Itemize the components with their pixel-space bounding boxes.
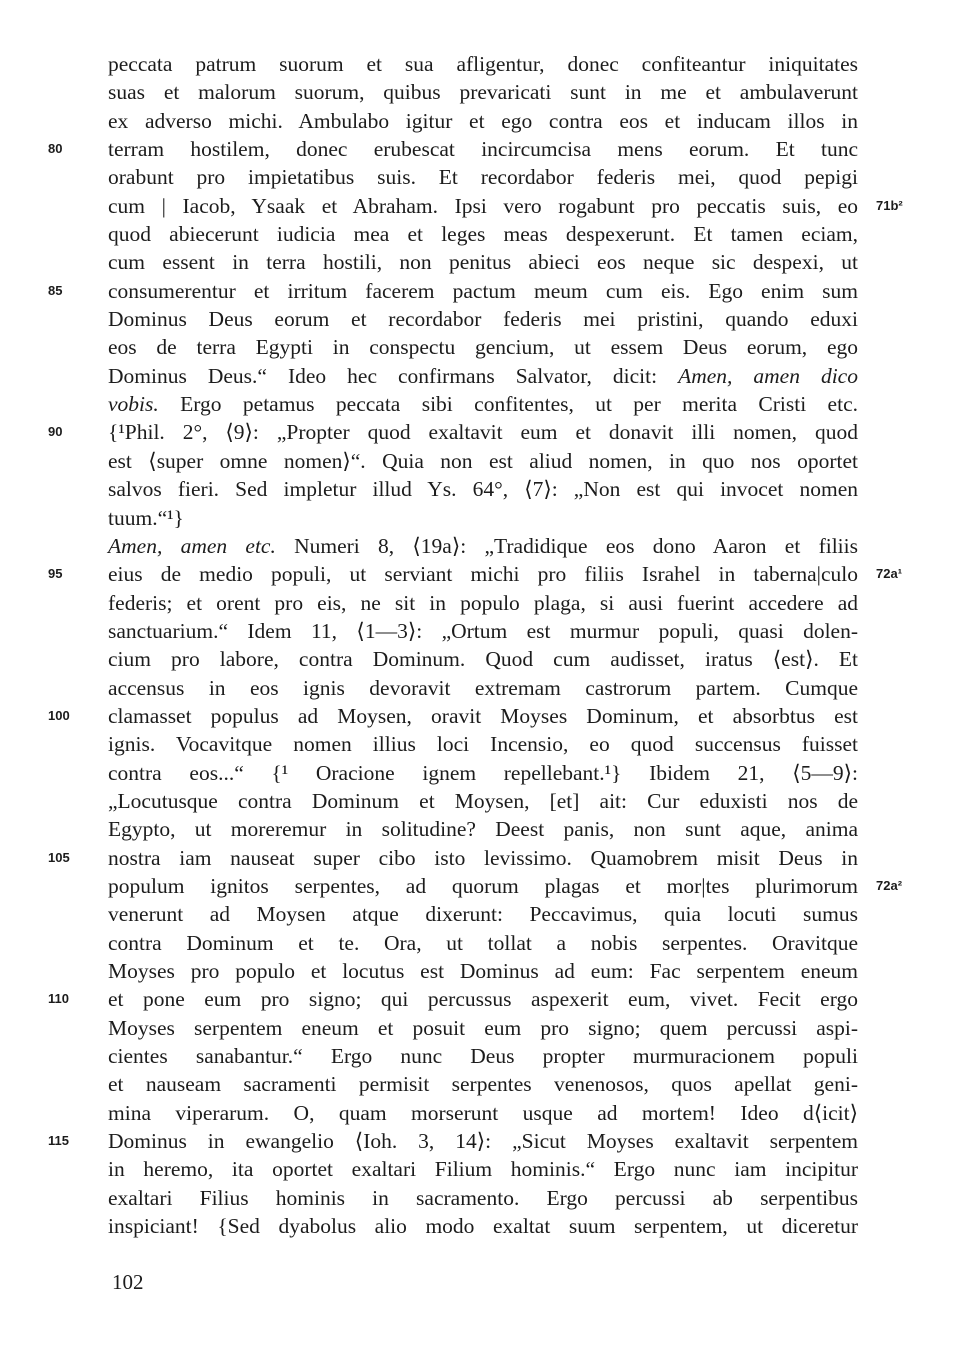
line-text: Egypto, ut moreremur in solitudine? Deest panis, non sunt aque, anima	[108, 817, 858, 842]
line-text: contra Dominum et te. Ora, ut tollat a nobis serpentes. Oravitque	[108, 930, 858, 955]
line-text: in heremo, ita oportet exaltari Filium hominis.“ Ergo nunc iam incipitur	[108, 1157, 858, 1182]
line-text: vobis. Ergo petamus peccata sibi confitentes, ut per merita Cristi etc.	[108, 392, 858, 417]
text-line	[108, 929, 858, 957]
line-text: venerunt ad Moysen atque dixerunt: Peccavimus, quia locuti sumus	[108, 902, 858, 927]
line-text: eos de terra Egypti in conspectu gencium, ut essem Deus eorum, ego	[108, 335, 858, 360]
text-line	[48, 277, 858, 305]
folio-reference: 71b²	[876, 197, 903, 213]
line-text: Moyses pro populo et locutus est Dominus ad eum: Fac serpentem eneum	[108, 959, 858, 983]
text-line	[108, 532, 858, 560]
text-line	[108, 447, 858, 475]
line-text: clamasset populus ad Moysen, oravit Moyses Dominum, et absorbtus est	[108, 703, 858, 728]
line-text: ignis. Vocavitque nomen illius loci Incensio, eo quod succensus fuisset	[108, 732, 858, 757]
text-line	[108, 475, 858, 503]
text-line	[108, 78, 858, 106]
line-text: populum ignitos serpentes, ad quorum plagas et mor|tes plurimorum	[108, 873, 858, 898]
line-text: accensus in eos ignis devoravit extremam castrorum partem. Cumque	[108, 675, 858, 700]
line-text: sanctuarium.“ Idem 11, ⟨1—3⟩: „Ortum est murmur populi, quasi dolen-	[108, 618, 858, 643]
text-line	[48, 418, 858, 446]
line-text: cum | Iacob, Ysaak et Abraham. Ipsi vero rogabunt pro peccatis suis, eo	[108, 193, 858, 218]
line-text: orabunt pro impietatibus suis. Et recordabor federis mei, quod pepigi	[108, 165, 858, 190]
line-text: Moyses serpentem eneum et posuit eum pro signo; quem percussi aspi-	[108, 1015, 858, 1040]
line-number: 95	[48, 566, 63, 582]
line-text: Dominus Deus eorum et recordabor federis mei pristini, quando eduxi	[108, 307, 858, 332]
text-line	[108, 900, 858, 928]
text-line	[108, 390, 858, 418]
text-line	[108, 787, 858, 815]
text-line	[108, 617, 858, 645]
line-text: cum essent in terra hostili, non penitus abieci eos neque sic despexi, ut	[108, 250, 858, 275]
text-line	[108, 674, 858, 702]
text-line	[108, 1014, 858, 1042]
line-text: et pone eum pro signo; qui percussus aspexerit eum, vivet. Fecit ergo	[108, 987, 858, 1012]
folio-reference: 72a²	[876, 877, 903, 893]
text-line	[108, 1099, 858, 1127]
page-number: 102	[112, 1270, 144, 1294]
line-text: „Locutusque contra Dominum et Moysen, [et] ait: Cur eduxisti nos de	[108, 788, 858, 813]
folio-reference: 72a¹	[876, 566, 903, 582]
line-text: salvos fieri. Sed impletur illud Ys. 64°, ⟨7⟩: „Non est qui invocet nomen	[108, 477, 858, 502]
line-text: tuum.“¹}	[108, 505, 184, 530]
body-text	[48, 50, 903, 1240]
line-text: peccata patrum suorum et sua afligentur, donec confiteantur iniquitates	[108, 52, 858, 76]
line-number: 80	[48, 141, 63, 157]
text-line	[108, 1070, 858, 1098]
text-line	[108, 1042, 858, 1070]
text-line	[108, 163, 858, 191]
line-text: inspiciant! {Sed dyabolus alio modo exaltat suum serpentem, ut diceretur	[108, 1214, 858, 1239]
line-number: 110	[48, 991, 69, 1007]
text-line	[48, 844, 858, 872]
line-text: terram hostilem, donec erubescat incircumcisa mens eorum. Et tunc	[108, 137, 858, 162]
line-text: cientes sanabantur.“ Ergo nunc Deus propter murmuracionem populi	[108, 1044, 858, 1069]
text-line	[108, 1212, 858, 1240]
text-line	[48, 1127, 858, 1155]
line-number: 100	[48, 707, 70, 723]
text-line	[108, 362, 858, 390]
line-text: Dominus in ewangelio ⟨Ioh. 3, 14⟩: „Sicut Moyses exaltavit serpentem	[108, 1129, 858, 1154]
text-line	[108, 333, 858, 361]
text-line	[108, 872, 903, 900]
line-number: 90	[48, 424, 63, 440]
text-line	[108, 107, 858, 135]
line-text: {¹Phil. 2°, ⟨9⟩: „Propter quod exaltavit eum et donavit illi nomen, quod	[108, 420, 858, 445]
line-text: cium pro labore, contra Dominum. Quod cum audisset, iratus ⟨est⟩. Et	[108, 647, 858, 672]
text-line	[108, 192, 903, 220]
line-text: federis; et orent pro eis, ne sit in populo plaga, si ausi fuerint accedere ad	[108, 590, 858, 615]
line-text: eius de medio populi, ut serviant michi pro filiis Israhel in taberna|culo	[108, 562, 858, 587]
line-text: exaltari Filius hominis in sacramento. Ergo percussi ab serpentibus	[108, 1185, 858, 1210]
text-line	[108, 1155, 858, 1183]
line-number: 85	[48, 282, 63, 298]
line-number: 105	[48, 849, 70, 865]
text-line	[108, 957, 858, 985]
text-line	[108, 50, 858, 78]
line-text: Dominus Deus.“ Ideo hec confirmans Salvator, dicit: Amen, amen dico	[108, 363, 858, 388]
text-line	[108, 248, 858, 276]
text-line	[48, 985, 858, 1013]
text-line	[108, 1184, 858, 1212]
text-line	[108, 730, 858, 758]
line-number: 115	[48, 1133, 69, 1149]
text-line	[108, 645, 858, 673]
line-text: Amen, amen etc. Numeri 8, ⟨19a⟩: „Tradidique eos dono Aaron et filiis	[108, 533, 858, 558]
line-text: et nauseam sacramenti permisit serpentes venenosos, quos apellat geni-	[108, 1072, 858, 1097]
line-text: ex adverso michi. Ambulabo igitur et ego contra eos et inducam illos in	[108, 108, 858, 133]
text-line	[48, 560, 903, 588]
text-line	[108, 759, 858, 787]
line-text: consumerentur et irritum facerem pactum meum cum eis. Ego enim sum	[108, 278, 858, 303]
text-line	[108, 815, 858, 843]
line-text: est ⟨super omne nomen⟩“. Quia non est aliud nomen, in quo nos oportet	[108, 448, 858, 473]
line-text: contra eos...“ {¹ Oracione ignem repellebant.¹} Ibidem 21, ⟨5—9⟩:	[108, 760, 858, 785]
text-line	[108, 589, 858, 617]
text-line	[108, 305, 858, 333]
text-line	[48, 135, 858, 163]
line-text: suas et malorum suorum, quibus prevaricati sunt in me et ambulaverunt	[108, 80, 858, 105]
line-text: mina viperarum. O, quam morserunt usque ad mortem! Ideo d⟨icit⟩	[108, 1100, 858, 1125]
text-line	[108, 504, 858, 532]
line-text: nostra iam nauseat super cibo isto levissimo. Quamobrem misit Deus in	[108, 845, 858, 870]
line-text: quod abiecerunt iudicia mea et leges meas despexerunt. Et tamen eciam,	[108, 222, 858, 247]
text-line	[48, 702, 858, 730]
text-line	[108, 220, 858, 248]
